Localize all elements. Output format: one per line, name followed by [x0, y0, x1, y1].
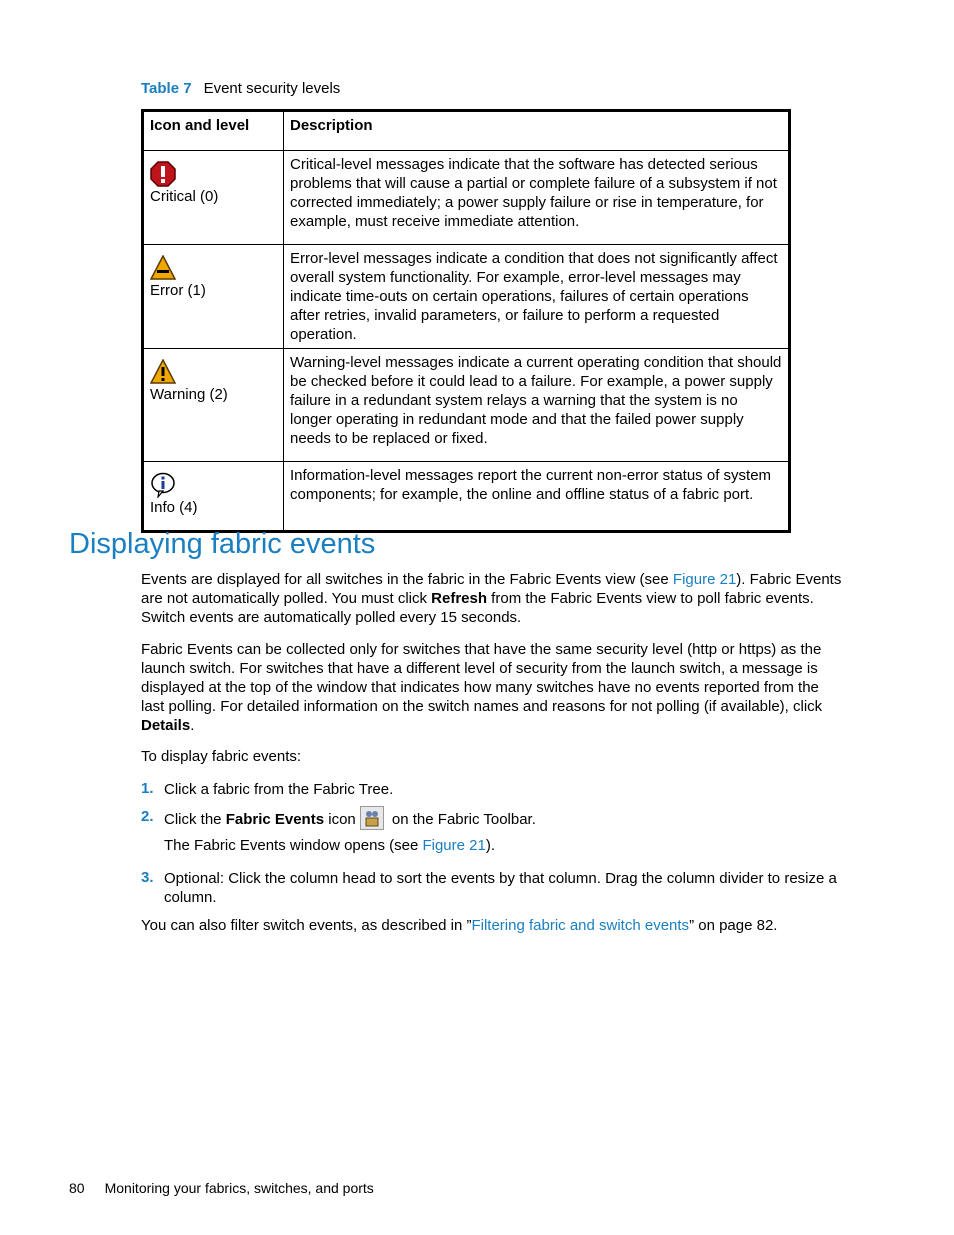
table-title: Event security levels: [203, 80, 341, 97]
description-cell: Warning-level messages indicate a current operating condition that should be checked before it could lead to a failure. For example, a power supply failure in a redundant system relays a warning that the system is no longer operating in redundant mode and that the failed power supply needs to be replaced or fixed.: [284, 349, 790, 462]
procedure-intro: To display fabric events:: [141, 748, 302, 765]
step-text: Optional: Click the column head to sort the events by that column. Drag the column divider to resize a column.: [164, 870, 837, 906]
description-cell: Error-level messages indicate a condition that does not significantly affect overall system functionality. For example, error-level messages may indicate time-outs on certain operations, failures of certain operations after retries, invalid parameters, or failure to perform a requested operation.: [284, 245, 790, 349]
table-caption: [141, 80, 340, 97]
fabric-events-icon: [360, 806, 384, 830]
event-levels-table: [141, 109, 791, 533]
step-number: 2.: [141, 808, 154, 825]
description-cell: Critical-level messages indicate that the software has detected serious problems that will cause a partial or complete failure of a subsystem if not corrected immediately; a power supply failure or rise in temperature, for example, must receive immediate attention.: [284, 151, 790, 245]
paragraph-security: Fabric Events can be collected only for switches that have the same security level (http or https) as the launch switch. For switches that have a different level of security from the launch switch, a message is displayed at the top of the window that indicates how many switches have no events reported from the last polling. For detailed information on the switch names and reasons for not polling (if available), click Details.: [141, 641, 823, 734]
page-footer: [69, 1180, 374, 1196]
step-number: 3.: [141, 869, 154, 886]
step-result: The Fabric Events window opens (see Figure 21).: [164, 837, 496, 854]
level-cell: [143, 151, 284, 245]
column-header-icon-level: Icon and level: [143, 111, 284, 151]
table-number: Table 7: [141, 80, 192, 97]
level-label: Error (1): [150, 282, 206, 299]
step-text: Click the Fabric Events icon on the Fabric Toolbar.: [164, 808, 846, 832]
figure-link[interactable]: Figure 21: [672, 571, 737, 588]
level-label: Warning (2): [150, 386, 228, 403]
level-cell: [143, 349, 284, 462]
chapter-title: Monitoring your fabrics, switches, and ports: [104, 1180, 374, 1196]
level-cell: [143, 245, 284, 349]
closing-paragraph: You can also filter switch events, as described in ”Filtering fabric and switch events” on page 82.: [141, 917, 778, 934]
description-cell: Information-level messages report the current non-error status of system components; for example, the online and offline status of a fabric port.: [284, 462, 790, 532]
section-heading: Displaying fabric events: [69, 528, 376, 560]
step-number: 1.: [141, 780, 154, 797]
critical-icon: [150, 161, 176, 187]
figure-link[interactable]: Figure 21: [422, 837, 486, 854]
warning-icon: [150, 359, 176, 385]
table-row: [143, 349, 790, 462]
table-row: [143, 462, 790, 532]
table-header-row: [143, 111, 790, 151]
level-label: Info (4): [150, 499, 198, 516]
cross-reference-link[interactable]: Filtering fabric and switch events: [471, 917, 690, 934]
step-text: Click a fabric from the Fabric Tree.: [164, 781, 394, 798]
table-row: [143, 245, 790, 349]
info-icon: [150, 472, 176, 498]
table-row: [143, 151, 790, 245]
level-label: Critical (0): [150, 188, 219, 205]
column-header-description: Description: [284, 111, 790, 151]
page-number: 80: [69, 1180, 85, 1196]
error-icon: [150, 255, 176, 281]
paragraph-polling: Events are displayed for all switches in the fabric in the Fabric Events view (see Figure 21). Fabric Events are not automatically polled. You must click Refresh from the Fabric Events view to poll fabric events. Switch events are automatically polled every 15 seconds.: [141, 571, 842, 626]
level-cell: [143, 462, 284, 532]
